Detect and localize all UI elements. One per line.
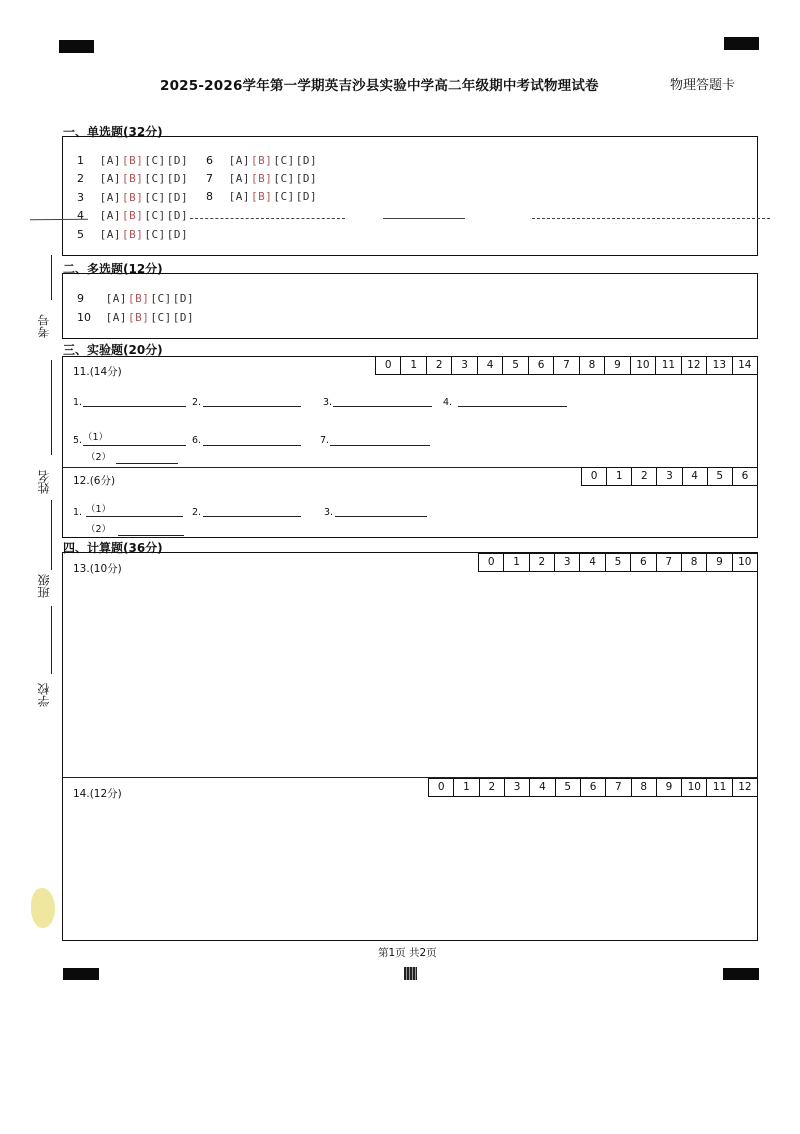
option-a[interactable]: [A] (228, 190, 250, 203)
option-b[interactable]: [B] (128, 292, 150, 305)
option-a[interactable]: [A] (99, 209, 121, 222)
option-c[interactable]: [C] (273, 172, 295, 185)
q11-blank-1[interactable] (83, 406, 186, 407)
q11-blank-7-label: 7. (320, 435, 330, 446)
q12-score-boxes (581, 467, 758, 486)
score-6[interactable]: 6 (630, 554, 655, 571)
option-c[interactable]: [C] (144, 172, 166, 185)
option-c[interactable]: [C] (273, 154, 295, 167)
score-14[interactable]: 14 (732, 357, 757, 374)
score-9[interactable]: 9 (604, 357, 629, 374)
score-8[interactable]: 8 (681, 554, 706, 571)
section-calculation-title: 四、计算题(36分) (63, 541, 163, 555)
option-c[interactable]: [C] (144, 191, 166, 204)
scan-fold-line (190, 218, 345, 219)
option-d[interactable]: [D] (166, 154, 189, 167)
q11-label: 11.(14分) (73, 366, 122, 378)
q12-blank-1-2[interactable] (118, 535, 184, 536)
score-1[interactable]: 1 (503, 554, 528, 571)
q12-label: 12.(6分) (73, 475, 116, 487)
q13-score-boxes (478, 553, 758, 572)
q12-sub-2-label: （2） (86, 524, 112, 535)
q12-blank-3[interactable] (335, 516, 427, 517)
question-number: 2 (77, 172, 84, 185)
side-school-label: 学校 (37, 683, 51, 707)
option-b[interactable]: [B] (251, 172, 273, 185)
q11-blank-5-1[interactable] (83, 445, 186, 446)
side-line-3 (51, 500, 52, 570)
q14-score-boxes (428, 778, 758, 797)
score-10[interactable]: 10 (630, 357, 655, 374)
option-d[interactable]: [D] (166, 228, 189, 241)
score-2[interactable]: 2 (426, 357, 451, 374)
q11-blank-5-2[interactable] (116, 463, 178, 464)
option-b[interactable]: [B] (122, 228, 144, 241)
side-class-label: 班级 (37, 574, 51, 598)
question-number: 4 (77, 209, 84, 222)
score-2[interactable]: 2 (631, 468, 656, 485)
option-d[interactable]: [D] (166, 172, 189, 185)
question-number: 10 (77, 311, 91, 324)
side-line-4 (51, 606, 52, 674)
option-d[interactable]: [D] (166, 191, 189, 204)
score-4[interactable]: 4 (682, 468, 707, 485)
q11-blank-4-label: 4. (443, 397, 453, 408)
option-a[interactable]: [A] (99, 172, 121, 185)
q11-blank-6-label: 6. (192, 435, 202, 446)
option-a[interactable]: [A] (99, 228, 121, 241)
side-exam-number-label: 考号 (37, 314, 51, 338)
question-row-2 (77, 172, 189, 185)
side-line-2 (51, 360, 52, 455)
score-4[interactable]: 4 (579, 554, 604, 571)
question-row-8 (206, 190, 318, 203)
score-5[interactable]: 5 (555, 779, 580, 796)
question-number: 8 (206, 190, 213, 203)
question-number: 5 (77, 228, 84, 241)
experiment-box (62, 356, 758, 538)
score-9[interactable]: 9 (706, 554, 731, 571)
registration-mark-bottom-left (63, 968, 99, 980)
q11-blank-2[interactable] (203, 406, 301, 407)
score-3[interactable]: 3 (554, 554, 579, 571)
score-4[interactable]: 4 (477, 357, 502, 374)
option-c[interactable]: [C] (144, 154, 166, 167)
score-6[interactable]: 6 (732, 468, 757, 485)
q12-blank-2-label: 2. (192, 507, 202, 518)
option-b[interactable]: [B] (251, 154, 273, 167)
q14-answer-area[interactable] (63, 799, 757, 939)
question-row-1 (77, 154, 189, 167)
score-5[interactable]: 5 (502, 357, 527, 374)
q11-blank-2-label: 2. (192, 397, 202, 408)
registration-mark-top-right (724, 37, 759, 50)
question-row-4 (77, 209, 189, 222)
score-10[interactable]: 10 (681, 779, 706, 796)
q11-sub-2-label: （2） (86, 452, 112, 463)
score-0[interactable]: 0 (437, 781, 445, 793)
stain-blot (31, 888, 55, 928)
q12-blank-2[interactable] (203, 516, 301, 517)
question-row-6 (206, 154, 318, 167)
score-0[interactable]: 0 (487, 556, 495, 568)
score-6[interactable]: 6 (580, 779, 605, 796)
option-b[interactable]: [B] (122, 191, 144, 204)
option-a[interactable]: [A] (105, 311, 127, 324)
option-b[interactable]: [B] (251, 190, 273, 203)
option-a[interactable]: [A] (228, 172, 250, 185)
question-number: 6 (206, 154, 213, 167)
q12-blank-1-1[interactable] (86, 516, 183, 517)
q11-blank-6[interactable] (203, 445, 301, 446)
question-row-7 (206, 172, 318, 185)
page-number: 第1页 共2页 (378, 947, 437, 959)
scan-fold-line (383, 218, 465, 219)
option-b[interactable]: [B] (122, 209, 144, 222)
option-b[interactable]: [B] (122, 154, 144, 167)
question-number: 1 (77, 154, 84, 167)
score-3[interactable]: 3 (451, 357, 476, 374)
q11-blank-5-label: 5. (73, 435, 83, 446)
option-d[interactable]: [D] (295, 190, 318, 203)
score-7[interactable]: 7 (553, 357, 578, 374)
score-9[interactable]: 9 (656, 779, 681, 796)
q11-blank-3[interactable] (333, 406, 432, 407)
exam-title: 2025-2026学年第一学期英吉沙县实验中学高二年级期中考试物理试卷 (160, 78, 599, 94)
option-a[interactable]: [A] (228, 154, 250, 167)
answer-card-label: 物理答题卡 (670, 78, 736, 93)
score-3[interactable]: 3 (656, 468, 681, 485)
q12-blank-3-label: 3. (324, 507, 334, 518)
score-3[interactable]: 3 (504, 779, 529, 796)
option-c[interactable]: [C] (144, 209, 166, 222)
score-7[interactable]: 7 (656, 554, 681, 571)
option-a[interactable]: [A] (99, 154, 121, 167)
option-d[interactable]: [D] (166, 209, 189, 222)
option-d[interactable]: [D] (172, 292, 195, 305)
registration-mark-top-left (59, 40, 94, 53)
scan-fold-line (532, 218, 770, 219)
score-5[interactable]: 5 (605, 554, 630, 571)
score-10[interactable]: 10 (732, 554, 757, 571)
side-name-label: 姓名 (37, 470, 51, 494)
q11-blank-3-label: 3. (323, 397, 333, 408)
score-6[interactable]: 6 (528, 357, 553, 374)
q11-blank-1-label: 1. (73, 397, 83, 408)
q12-sub-1-label: （1） (86, 504, 112, 515)
section-experiment-title: 三、实验题(20分) (63, 343, 163, 357)
score-8[interactable]: 8 (631, 779, 656, 796)
option-a[interactable]: [A] (105, 292, 127, 305)
question-row-3 (77, 191, 189, 204)
q12-blank-1-label: 1. (73, 507, 83, 518)
score-7[interactable]: 7 (605, 779, 630, 796)
question-row-9 (77, 292, 195, 305)
question-number: 3 (77, 191, 84, 204)
qr-code-icon (404, 967, 417, 980)
score-11[interactable]: 11 (655, 357, 680, 374)
q14-label: 14.(12分) (73, 788, 122, 800)
q11-blank-4[interactable] (458, 406, 567, 407)
option-b[interactable]: [B] (122, 172, 144, 185)
option-c[interactable]: [C] (144, 228, 166, 241)
multi-choice-box (62, 273, 758, 339)
option-c[interactable]: [C] (273, 190, 295, 203)
score-13[interactable]: 13 (706, 357, 731, 374)
question-number: 9 (77, 292, 84, 305)
score-12[interactable]: 12 (732, 779, 757, 796)
score-8[interactable]: 8 (579, 357, 604, 374)
q11-sub-1-label: （1） (83, 432, 109, 443)
option-d[interactable]: [D] (172, 311, 195, 324)
question-number: 7 (206, 172, 213, 185)
score-11[interactable]: 11 (706, 779, 731, 796)
option-d[interactable]: [D] (295, 154, 318, 167)
score-1[interactable]: 1 (453, 779, 478, 796)
option-c[interactable]: [C] (150, 311, 172, 324)
section-multi-choice-title: 二、多选题(12分) (63, 262, 163, 276)
question-row-10 (77, 311, 195, 324)
score-0[interactable]: 0 (590, 470, 598, 482)
option-d[interactable]: [D] (295, 172, 318, 185)
q11-score-boxes (375, 356, 758, 375)
score-2[interactable]: 2 (529, 554, 554, 571)
score-0[interactable]: 0 (384, 359, 392, 371)
side-line-1 (51, 255, 52, 300)
q11-blank-7[interactable] (330, 445, 430, 446)
q13-answer-area[interactable] (63, 574, 757, 776)
q13-label: 13.(10分) (73, 563, 122, 575)
score-1[interactable]: 1 (606, 468, 631, 485)
question-row-5 (77, 228, 189, 241)
score-1[interactable]: 1 (400, 357, 425, 374)
score-4[interactable]: 4 (529, 779, 554, 796)
score-2[interactable]: 2 (479, 779, 504, 796)
option-a[interactable]: [A] (99, 191, 121, 204)
option-c[interactable]: [C] (150, 292, 172, 305)
score-5[interactable]: 5 (707, 468, 732, 485)
section-single-choice-title: 一、单选题(32分) (63, 125, 163, 139)
registration-mark-bottom-right (723, 968, 759, 980)
score-12[interactable]: 12 (681, 357, 706, 374)
option-b[interactable]: [B] (128, 311, 150, 324)
